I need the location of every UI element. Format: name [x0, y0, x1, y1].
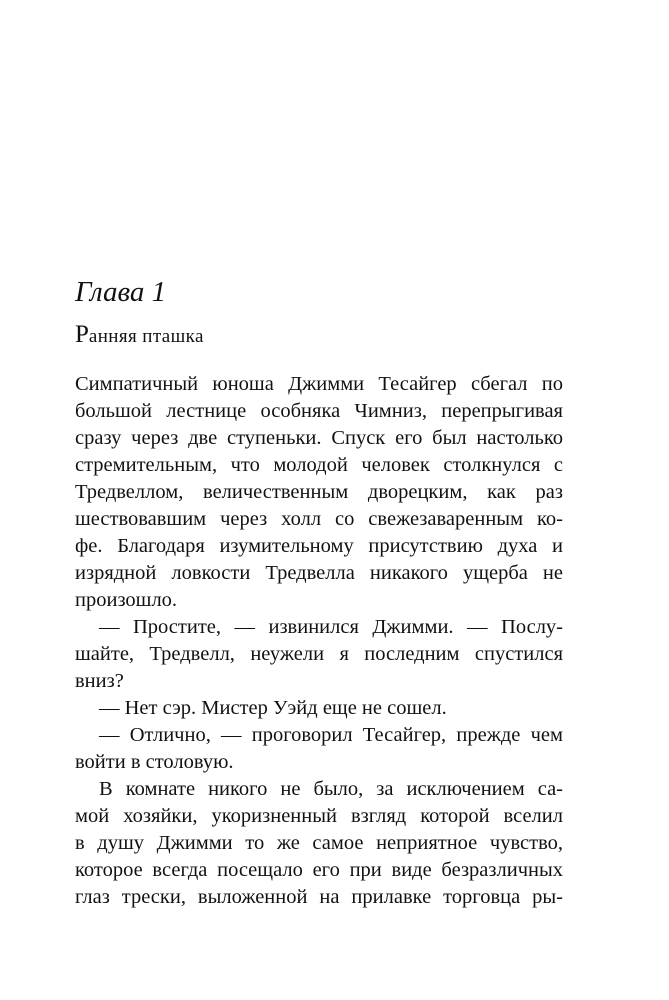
text-line: фе. Благодаря изумительному присутствию духа и [75, 535, 563, 557]
chapter-number: Глава 1 [75, 276, 167, 308]
text-line: которое всегда посещало его при виде безразличных [75, 859, 563, 881]
text-line: — Нет сэр. Мистер Уэйд еще не сошел. [99, 697, 447, 719]
text-line: изрядной ловкости Тредвелла никакого ущерба не [75, 562, 563, 584]
chapter-title-rest: анняя пташка [88, 326, 204, 347]
text-line: вниз? [75, 670, 124, 692]
text-line: большой лестнице особняка Чимниз, перепрыгивая [75, 400, 563, 422]
text-line: войти в столовую. [75, 751, 234, 773]
text-line: шайте, Тредвелл, неужели я последним спустился [75, 643, 563, 665]
text-line: сразу через две ступеньки. Спуск его был настолько [75, 427, 563, 449]
text-line: В комнате никого не было, за исключением са- [99, 778, 563, 800]
text-line: Тредвеллом, величественным дворецким, как раз [75, 481, 563, 503]
text-line: Симпатичный юноша Джимми Тесайгер сбегал по [75, 373, 563, 395]
chapter-title [75, 318, 204, 354]
text-line: — Отлично, — проговорил Тесайгер, прежде чем [99, 724, 563, 746]
text-line: в душу Джимми то же самое неприятное чувство, [75, 832, 563, 854]
body-text [75, 371, 563, 911]
text-line: стремительным, что молодой человек столкнулся с [75, 454, 563, 476]
text-line: — Простите, — извинился Джимми. — Послу- [99, 616, 563, 638]
text-line: глаз трески, выложенной на прилавке торговца ры- [75, 886, 563, 908]
text-line: произошло. [75, 589, 178, 611]
chapter-title-initial: Р [75, 321, 89, 348]
text-line: шествовавшим через холл со свежезаваренным ко- [75, 508, 563, 530]
text-line: мой хозяйки, укоризненный взгляд которой вселил [75, 805, 563, 827]
